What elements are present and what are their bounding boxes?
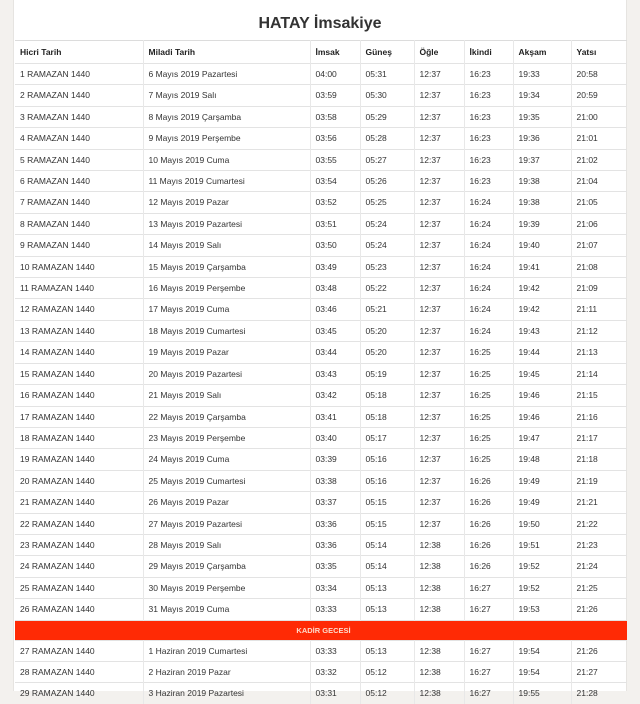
- table-cell: 21:13: [571, 342, 627, 363]
- table-cell: 03:52: [310, 192, 360, 213]
- table-cell: 12:37: [414, 449, 464, 470]
- table-cell: 03:37: [310, 492, 360, 513]
- table-cell: 16:24: [464, 299, 513, 320]
- table-cell: 4 RAMAZAN 1440: [15, 128, 143, 149]
- table-cell: 16 Mayıs 2019 Perşembe: [143, 278, 310, 299]
- table-cell: 16:23: [464, 85, 513, 106]
- table-cell: 12:37: [414, 64, 464, 85]
- table-cell: 12:37: [414, 149, 464, 170]
- table-cell: 21:23: [571, 534, 627, 555]
- table-cell: 12:37: [414, 342, 464, 363]
- table-cell: 12:38: [414, 534, 464, 555]
- table-cell: 22 Mayıs 2019 Çarşamba: [143, 406, 310, 427]
- table-cell: 21:06: [571, 213, 627, 234]
- table-cell: 21:11: [571, 299, 627, 320]
- table-cell: 16:25: [464, 406, 513, 427]
- table-cell: 27 RAMAZAN 1440: [15, 640, 143, 661]
- column-header-yatsi: Yatsı: [571, 41, 627, 64]
- table-cell: 19:52: [513, 577, 571, 598]
- table-cell: 03:55: [310, 149, 360, 170]
- table-row: [15, 256, 627, 277]
- table-cell: 16:23: [464, 106, 513, 127]
- table-cell: 12:38: [414, 683, 464, 704]
- table-cell: 03:46: [310, 299, 360, 320]
- table-cell: 26 RAMAZAN 1440: [15, 599, 143, 620]
- table-cell: 05:30: [360, 85, 414, 106]
- table-cell: 05:20: [360, 320, 414, 341]
- table-row: [15, 363, 627, 384]
- table-cell: 19:44: [513, 342, 571, 363]
- table-cell: 19:40: [513, 235, 571, 256]
- table-cell: 19:54: [513, 640, 571, 661]
- table-cell: 21:27: [571, 661, 627, 682]
- table-row: [15, 406, 627, 427]
- table-cell: 03:44: [310, 342, 360, 363]
- table-cell: 19:42: [513, 299, 571, 320]
- table-cell: 21:26: [571, 599, 627, 620]
- table-cell: 2 Haziran 2019 Pazar: [143, 661, 310, 682]
- table-cell: 21:25: [571, 577, 627, 598]
- table-cell: 03:36: [310, 513, 360, 534]
- table-cell: 21:18: [571, 449, 627, 470]
- table-cell: 16:26: [464, 492, 513, 513]
- imsakiye-card: [13, 0, 627, 699]
- table-cell: 10 RAMAZAN 1440: [15, 256, 143, 277]
- table-cell: 21:22: [571, 513, 627, 534]
- table-cell: 21 RAMAZAN 1440: [15, 492, 143, 513]
- table-cell: 03:36: [310, 534, 360, 555]
- table-cell: 03:58: [310, 106, 360, 127]
- table-cell: 19:51: [513, 534, 571, 555]
- table-cell: 16:24: [464, 213, 513, 234]
- table-cell: 19:46: [513, 385, 571, 406]
- table-cell: 21:12: [571, 320, 627, 341]
- table-cell: 16:27: [464, 640, 513, 661]
- table-cell: 30 Mayıs 2019 Perşembe: [143, 577, 310, 598]
- table-cell: 16:23: [464, 128, 513, 149]
- column-header-gunes: Güneş: [360, 41, 414, 64]
- table-cell: 7 RAMAZAN 1440: [15, 192, 143, 213]
- table-cell: 21:01: [571, 128, 627, 149]
- table-cell: 12:38: [414, 556, 464, 577]
- table-cell: 12:37: [414, 192, 464, 213]
- table-cell: 16:25: [464, 385, 513, 406]
- table-cell: 12:37: [414, 363, 464, 384]
- table-cell: 19:41: [513, 256, 571, 277]
- table-row: [15, 192, 627, 213]
- table-cell: 19:39: [513, 213, 571, 234]
- table-cell: 19:53: [513, 599, 571, 620]
- table-cell: 19 RAMAZAN 1440: [15, 449, 143, 470]
- table-cell: 03:48: [310, 278, 360, 299]
- table-body-after: [15, 640, 627, 704]
- table-cell: 14 Mayıs 2019 Salı: [143, 235, 310, 256]
- table-cell: 03:34: [310, 577, 360, 598]
- table-cell: 19:52: [513, 556, 571, 577]
- table-row: [15, 299, 627, 320]
- table-row: [15, 427, 627, 448]
- table-cell: 03:35: [310, 556, 360, 577]
- table-cell: 19:49: [513, 492, 571, 513]
- table-cell: 03:56: [310, 128, 360, 149]
- table-cell: 19:35: [513, 106, 571, 127]
- table-cell: 03:39: [310, 449, 360, 470]
- table-cell: 21:09: [571, 278, 627, 299]
- table-cell: 21:02: [571, 149, 627, 170]
- table-cell: 23 Mayıs 2019 Perşembe: [143, 427, 310, 448]
- table-cell: 03:51: [310, 213, 360, 234]
- table-cell: 19:42: [513, 278, 571, 299]
- table-cell: 26 Mayıs 2019 Pazar: [143, 492, 310, 513]
- table-cell: 19:49: [513, 470, 571, 491]
- table-cell: 03:50: [310, 235, 360, 256]
- table-cell: 5 RAMAZAN 1440: [15, 149, 143, 170]
- table-cell: 05:18: [360, 406, 414, 427]
- table-cell: 21:00: [571, 106, 627, 127]
- table-cell: 19:38: [513, 192, 571, 213]
- table-cell: 03:33: [310, 599, 360, 620]
- table-cell: 05:14: [360, 556, 414, 577]
- table-cell: 05:13: [360, 599, 414, 620]
- table-cell: 21:21: [571, 492, 627, 513]
- table-cell: 12:38: [414, 661, 464, 682]
- table-cell: 16:23: [464, 149, 513, 170]
- table-cell: 17 RAMAZAN 1440: [15, 406, 143, 427]
- table-cell: 21:05: [571, 192, 627, 213]
- table-cell: 19:55: [513, 683, 571, 704]
- table-cell: 21:17: [571, 427, 627, 448]
- table-cell: 12:37: [414, 513, 464, 534]
- table-cell: 12:37: [414, 256, 464, 277]
- table-cell: 1 Haziran 2019 Cumartesi: [143, 640, 310, 661]
- table-cell: 19:46: [513, 406, 571, 427]
- table-cell: 12:37: [414, 406, 464, 427]
- table-cell: 03:31: [310, 683, 360, 704]
- table-cell: 22 RAMAZAN 1440: [15, 513, 143, 534]
- table-cell: 24 RAMAZAN 1440: [15, 556, 143, 577]
- table-cell: 05:16: [360, 470, 414, 491]
- table-cell: 9 RAMAZAN 1440: [15, 235, 143, 256]
- table-cell: 03:40: [310, 427, 360, 448]
- table-cell: 20:58: [571, 64, 627, 85]
- table-cell: 16:23: [464, 171, 513, 192]
- table-cell: 12:38: [414, 640, 464, 661]
- table-cell: 05:19: [360, 363, 414, 384]
- table-cell: 21 Mayıs 2019 Salı: [143, 385, 310, 406]
- table-cell: 03:42: [310, 385, 360, 406]
- table-cell: 21:14: [571, 363, 627, 384]
- table-row: [15, 661, 627, 682]
- table-cell: 05:22: [360, 278, 414, 299]
- table-row: [15, 106, 627, 127]
- table-cell: 03:49: [310, 256, 360, 277]
- table-cell: 12:38: [414, 577, 464, 598]
- table-cell: 03:33: [310, 640, 360, 661]
- column-header-aksam: Akşam: [513, 41, 571, 64]
- table-cell: 20:59: [571, 85, 627, 106]
- table-cell: 12:37: [414, 106, 464, 127]
- table-cell: 05:20: [360, 342, 414, 363]
- table-cell: 12:37: [414, 299, 464, 320]
- table-body-before: [15, 64, 627, 621]
- table-cell: 18 RAMAZAN 1440: [15, 427, 143, 448]
- table-cell: 16:24: [464, 320, 513, 341]
- table-cell: 18 Mayıs 2019 Cumartesi: [143, 320, 310, 341]
- table-cell: 12:38: [414, 599, 464, 620]
- table-row: [15, 640, 627, 661]
- table-cell: 05:27: [360, 149, 414, 170]
- table-cell: 05:12: [360, 661, 414, 682]
- table-row: [15, 599, 627, 620]
- table-cell: 19:50: [513, 513, 571, 534]
- table-cell: 16:27: [464, 683, 513, 704]
- table-cell: 05:16: [360, 449, 414, 470]
- table-cell: 19:45: [513, 363, 571, 384]
- table-cell: 16:27: [464, 599, 513, 620]
- table-cell: 29 Mayıs 2019 Çarşamba: [143, 556, 310, 577]
- table-cell: 3 Haziran 2019 Pazartesi: [143, 683, 310, 704]
- table-row: [15, 342, 627, 363]
- table-cell: 05:13: [360, 640, 414, 661]
- table-cell: 16:24: [464, 192, 513, 213]
- table-cell: 7 Mayıs 2019 Salı: [143, 85, 310, 106]
- column-header-imsak: İmsak: [310, 41, 360, 64]
- column-header-hicri: Hicri Tarih: [15, 41, 143, 64]
- table-cell: 9 Mayıs 2019 Perşembe: [143, 128, 310, 149]
- table-cell: 25 Mayıs 2019 Cumartesi: [143, 470, 310, 491]
- table-cell: 04:00: [310, 64, 360, 85]
- table-cell: 12:37: [414, 320, 464, 341]
- table-cell: 20 RAMAZAN 1440: [15, 470, 143, 491]
- table-row: [15, 64, 627, 85]
- table-cell: 12:37: [414, 213, 464, 234]
- table-cell: 16:25: [464, 449, 513, 470]
- table-cell: 16:26: [464, 513, 513, 534]
- table-cell: 21:07: [571, 235, 627, 256]
- table-cell: 12:37: [414, 385, 464, 406]
- table-cell: 27 Mayıs 2019 Pazartesi: [143, 513, 310, 534]
- table-cell: 03:38: [310, 470, 360, 491]
- table-cell: 21:15: [571, 385, 627, 406]
- table-row: [15, 128, 627, 149]
- table-cell: 28 RAMAZAN 1440: [15, 661, 143, 682]
- table-cell: 19:47: [513, 427, 571, 448]
- table-cell: 21:16: [571, 406, 627, 427]
- imsakiye-table: [15, 40, 627, 704]
- table-cell: 20 Mayıs 2019 Pazartesi: [143, 363, 310, 384]
- table-cell: 6 RAMAZAN 1440: [15, 171, 143, 192]
- table-cell: 21:28: [571, 683, 627, 704]
- kadir-gecesi-label: KADİR GECESİ: [15, 620, 627, 640]
- column-header-miladi: Miladi Tarih: [143, 41, 310, 64]
- table-cell: 05:25: [360, 192, 414, 213]
- table-cell: 05:24: [360, 213, 414, 234]
- table-cell: 16:23: [464, 64, 513, 85]
- table-cell: 12:37: [414, 492, 464, 513]
- table-cell: 12 RAMAZAN 1440: [15, 299, 143, 320]
- table-cell: 05:15: [360, 513, 414, 534]
- table-body-special: [15, 620, 627, 640]
- table-cell: 6 Mayıs 2019 Pazartesi: [143, 64, 310, 85]
- table-row: [15, 534, 627, 555]
- table-header-row: [15, 41, 627, 64]
- table-row: [15, 213, 627, 234]
- table-cell: 28 Mayıs 2019 Salı: [143, 534, 310, 555]
- table-row: [15, 577, 627, 598]
- table-cell: 16:25: [464, 363, 513, 384]
- table-cell: 13 RAMAZAN 1440: [15, 320, 143, 341]
- table-cell: 16:27: [464, 661, 513, 682]
- table-cell: 15 Mayıs 2019 Çarşamba: [143, 256, 310, 277]
- table-cell: 16:24: [464, 256, 513, 277]
- table-cell: 19:38: [513, 171, 571, 192]
- table-cell: 13 Mayıs 2019 Pazartesi: [143, 213, 310, 234]
- table-cell: 03:43: [310, 363, 360, 384]
- table-cell: 16:26: [464, 534, 513, 555]
- table-row: [15, 449, 627, 470]
- table-cell: 19:33: [513, 64, 571, 85]
- table-cell: 05:26: [360, 171, 414, 192]
- table-cell: 24 Mayıs 2019 Cuma: [143, 449, 310, 470]
- table-cell: 05:14: [360, 534, 414, 555]
- table-cell: 05:12: [360, 683, 414, 704]
- table-cell: 14 RAMAZAN 1440: [15, 342, 143, 363]
- table-cell: 12:37: [414, 171, 464, 192]
- table-row: [15, 683, 627, 704]
- table-row: [15, 492, 627, 513]
- table-cell: 21:24: [571, 556, 627, 577]
- table-cell: 11 Mayıs 2019 Cumartesi: [143, 171, 310, 192]
- table-cell: 05:23: [360, 256, 414, 277]
- table-cell: 11 RAMAZAN 1440: [15, 278, 143, 299]
- table-cell: 12:37: [414, 235, 464, 256]
- table-cell: 05:17: [360, 427, 414, 448]
- table-cell: 25 RAMAZAN 1440: [15, 577, 143, 598]
- table-cell: 16:24: [464, 278, 513, 299]
- table-row: [15, 513, 627, 534]
- table-cell: 19:48: [513, 449, 571, 470]
- table-cell: 17 Mayıs 2019 Cuma: [143, 299, 310, 320]
- table-cell: 21:04: [571, 171, 627, 192]
- table-cell: 05:31: [360, 64, 414, 85]
- table-row: [15, 470, 627, 491]
- table-cell: 12:37: [414, 85, 464, 106]
- table-cell: 16:27: [464, 577, 513, 598]
- table-cell: 03:32: [310, 661, 360, 682]
- table-cell: 16:26: [464, 556, 513, 577]
- table-cell: 16:25: [464, 427, 513, 448]
- table-row: [15, 235, 627, 256]
- table-cell: 03:54: [310, 171, 360, 192]
- table-row: [15, 149, 627, 170]
- table-cell: 16:26: [464, 470, 513, 491]
- table-cell: 8 RAMAZAN 1440: [15, 213, 143, 234]
- column-header-ikindi: İkindi: [464, 41, 513, 64]
- table-cell: 19:36: [513, 128, 571, 149]
- table-cell: 19:43: [513, 320, 571, 341]
- table-cell: 05:24: [360, 235, 414, 256]
- table-row: [15, 171, 627, 192]
- table-cell: 03:59: [310, 85, 360, 106]
- table-cell: 12:37: [414, 427, 464, 448]
- table-cell: 12:37: [414, 278, 464, 299]
- table-cell: 19 Mayıs 2019 Pazar: [143, 342, 310, 363]
- table-cell: 19:34: [513, 85, 571, 106]
- table-cell: 21:08: [571, 256, 627, 277]
- table-cell: 21:26: [571, 640, 627, 661]
- table-row: [15, 385, 627, 406]
- table-cell: 05:13: [360, 577, 414, 598]
- table-cell: 12:37: [414, 128, 464, 149]
- table-cell: 05:15: [360, 492, 414, 513]
- table-cell: 8 Mayıs 2019 Çarşamba: [143, 106, 310, 127]
- table-cell: 19:54: [513, 661, 571, 682]
- table-cell: 31 Mayıs 2019 Cuma: [143, 599, 310, 620]
- table-cell: 3 RAMAZAN 1440: [15, 106, 143, 127]
- column-header-ogle: Öğle: [414, 41, 464, 64]
- page-title: HATAY İmsakiye: [258, 15, 382, 32]
- table-cell: 05:28: [360, 128, 414, 149]
- table-cell: 03:41: [310, 406, 360, 427]
- table-cell: 15 RAMAZAN 1440: [15, 363, 143, 384]
- table-cell: 12:37: [414, 470, 464, 491]
- table-cell: 05:29: [360, 106, 414, 127]
- table-cell: 12 Mayıs 2019 Pazar: [143, 192, 310, 213]
- table-cell: 21:19: [571, 470, 627, 491]
- table-row: [15, 320, 627, 341]
- table-cell: 23 RAMAZAN 1440: [15, 534, 143, 555]
- table-cell: 16:25: [464, 342, 513, 363]
- table-cell: 16:24: [464, 235, 513, 256]
- table-cell: 16 RAMAZAN 1440: [15, 385, 143, 406]
- table-cell: 05:21: [360, 299, 414, 320]
- kadir-gecesi-row: [15, 620, 627, 640]
- table-cell: 2 RAMAZAN 1440: [15, 85, 143, 106]
- table-cell: 05:18: [360, 385, 414, 406]
- table-cell: 19:37: [513, 149, 571, 170]
- table-row: [15, 556, 627, 577]
- table-cell: 1 RAMAZAN 1440: [15, 64, 143, 85]
- table-row: [15, 85, 627, 106]
- table-cell: 29 RAMAZAN 1440: [15, 683, 143, 704]
- table-cell: 10 Mayıs 2019 Cuma: [143, 149, 310, 170]
- table-cell: 03:45: [310, 320, 360, 341]
- table-row: [15, 278, 627, 299]
